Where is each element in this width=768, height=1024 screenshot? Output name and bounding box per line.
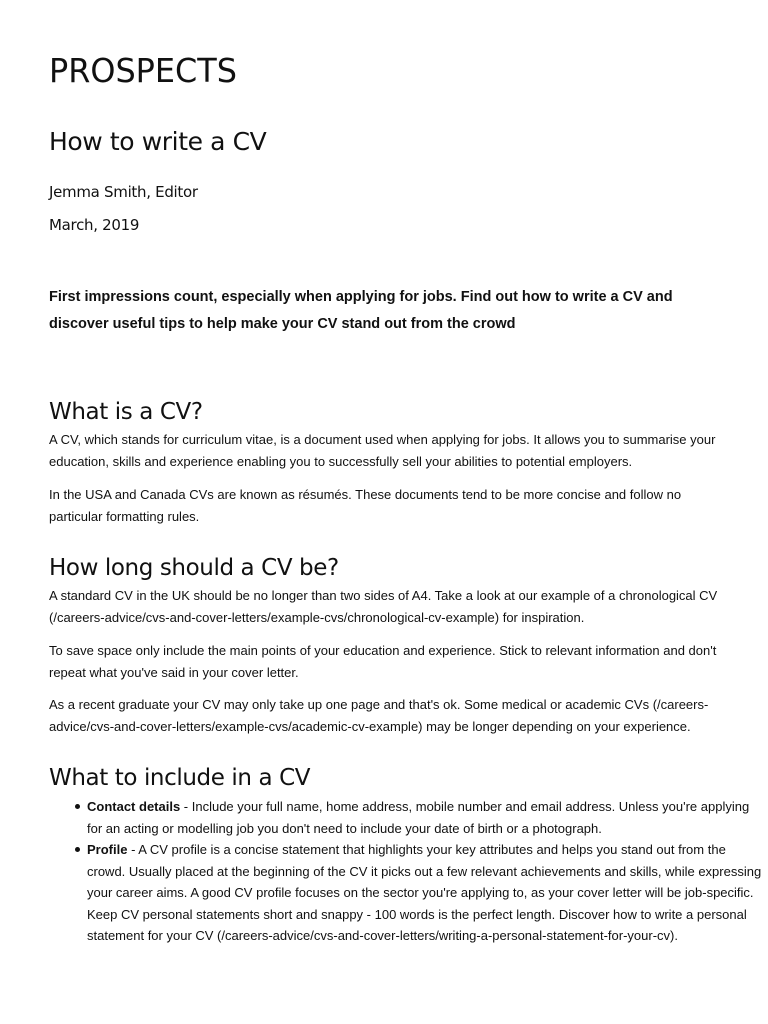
list-item-term: Profile — [87, 842, 128, 857]
article-date: March, 2019 — [49, 216, 140, 234]
list-item-term: Contact details — [87, 799, 181, 814]
paragraph: As a recent graduate your CV may only take up one page and that's ok. Some medical or academic CVs (/careers-advice/cvs-and-cover-letters/example-cvs/academic-cv-example) may be longer depending on your experience. — [49, 697, 709, 734]
logo-text: PROSPECTS — [49, 52, 237, 86]
prospects-logo[interactable] — [49, 52, 239, 86]
section-heading-how-long: How long should a CV be? — [49, 555, 339, 581]
prospects-logo-mark — [49, 52, 239, 86]
paragraph: A CV, which stands for curriculum vitae, is a document used when applying for jobs. It allows you to summarise your education, skills and experience enabling you to successfully sell your abilities to potential employers. — [49, 432, 716, 469]
article-title: How to write a CV — [49, 127, 267, 156]
section-heading-what-is-a-cv: What is a CV? — [49, 399, 203, 425]
list-item-contact-details — [87, 796, 767, 839]
paragraph: To save space only include the main points of your education and experience. Stick to relevant information and don't repeat what you've said in your cover letter. — [49, 643, 717, 680]
list-item-profile — [87, 839, 767, 947]
include-list — [49, 796, 767, 947]
paragraph: A standard CV in the UK should be no longer than two sides of A4. Take a look at our example of a chronological CV (/careers-advice/cvs-and-cover-letters/example-cvs/chronological-cv-example) for inspiration. — [49, 588, 718, 625]
list-item-text: - A CV profile is a concise statement that highlights your key attributes and helps you stand out from the crowd. Usually placed at the beginning of the CV it picks out a few relevant achievements and skills, while expressing your career aims. A good CV profile focuses on the sector you're applying to, as your cover letter will be job-specific. Keep CV personal statements short and snappy - 100 words is the perfect length. Discover how to write a personal statement for your CV (/careers-advice/cvs-and-cover-letters/writing-a-personal-statement-for-your-cv). — [87, 842, 762, 943]
list-item-text: - Include your full name, home address, mobile number and email address. Unless you're applying for an acting or modelling job you don't need to include your date of birth or a photograph. — [87, 799, 750, 836]
section-heading-what-to-include: What to include in a CV — [49, 765, 311, 791]
article-author: Jemma Smith, Editor — [49, 183, 198, 201]
paragraph: In the USA and Canada CVs are known as résumés. These documents tend to be more concise and follow no particular formatting rules. — [49, 487, 682, 524]
article-intro: First impressions count, especially when applying for jobs. Find out how to write a CV and discover useful tips to help make your CV stand out from the crowd — [49, 289, 673, 332]
